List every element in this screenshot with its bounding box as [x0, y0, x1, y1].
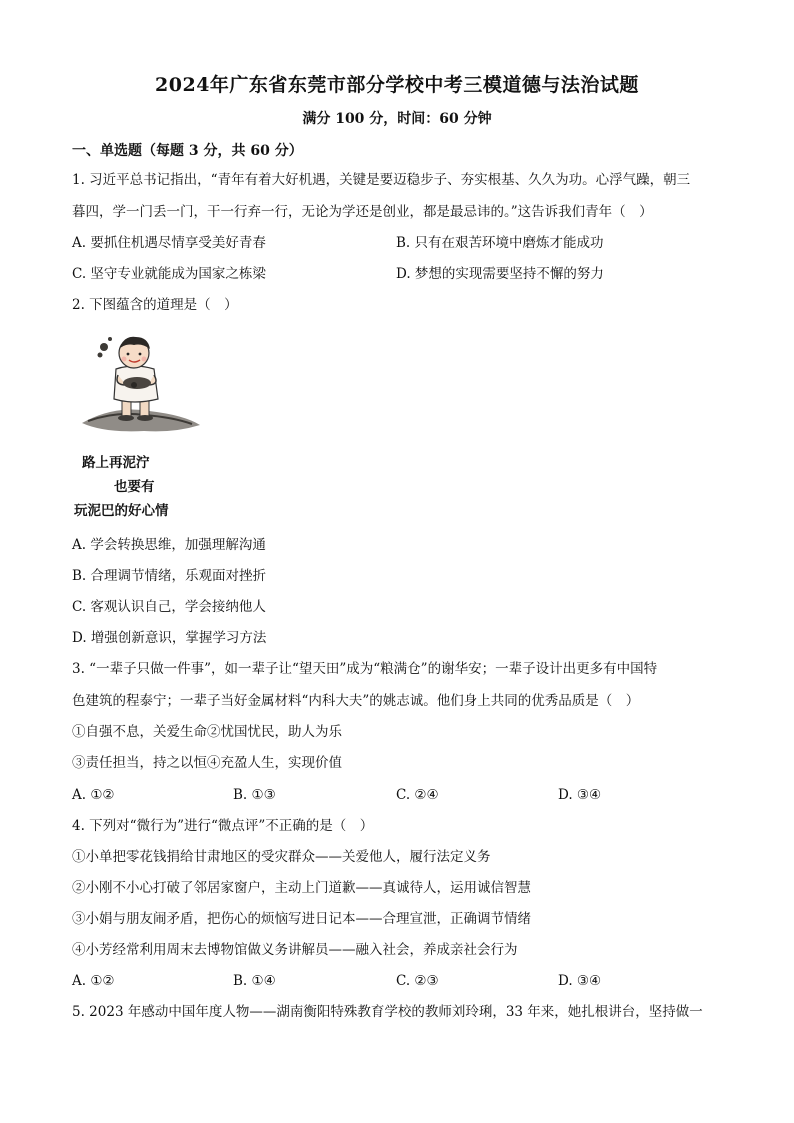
question-3-option-a: A. ①② — [72, 787, 115, 803]
question-4-option-d: D. ③④ — [558, 973, 602, 989]
question-3-option-d: D. ③④ — [558, 787, 602, 803]
question-1-option-d: D. 梦想的实现需要坚持不懈的努力 — [396, 266, 604, 282]
question-4-statement-3: ③小娟与朋友闹矛盾，把伤心的烦恼写进日记本——合理宣泄，正确调节情绪 — [72, 911, 531, 927]
question-4-option-c: C. ②③ — [396, 973, 439, 989]
question-1-option-a: A. 要抓住机遇尽情享受美好青春 — [72, 235, 266, 251]
question-4-statement-1: ①小单把零花钱捐给甘肃地区的受灾群众——关爱他人，履行法定义务 — [72, 849, 491, 865]
question-3-option-b: B. ①③ — [233, 787, 276, 803]
question-1-stem-line-2: 暮四，学一门丢一门，干一行弃一行，无论为学还是创业，都是最忌讳的。”这告诉我们青年（ ） — [72, 204, 653, 220]
question-2-stem: 2. 下图蕴含的道理是（ ） — [72, 297, 238, 313]
question-3-statements-1: ①自强不息，关爱生命②忧国忧民，助人为乐 — [72, 724, 342, 740]
cartoon-caption-line-3: 玩泥巴的好心情 — [74, 503, 169, 519]
question-3-stem-line-2: 色建筑的程泰宁；一辈子当好金属材料“内科大夫”的姚志诚。他们身上共同的优秀品质是（ ） — [72, 693, 640, 709]
cartoon-caption-line-1: 路上再泥泞 — [82, 455, 150, 471]
question-4-statement-2: ②小刚不小心打破了邻居家窗户，主动上门道歉——真诚待人，运用诚信智慧 — [72, 880, 531, 896]
question-1-option-b: B. 只有在艰苦环境中磨炼才能成功 — [396, 235, 604, 251]
question-3-statements-2: ③责任担当，持之以恒④充盈人生，实现价值 — [72, 755, 342, 771]
question-4-option-a: A. ①② — [72, 973, 115, 989]
question-3-option-c: C. ②④ — [396, 787, 439, 803]
cartoon-caption-line-2: 也要有 — [114, 479, 155, 495]
question-4-stem: 4. 下列对“微行为”进行“微点评”不正确的是（ ） — [72, 818, 374, 834]
cartoon-mud-boy-image — [74, 325, 214, 530]
question-5-stem-line-1: 5. 2023 年感动中国年度人物——湖南衡阳特殊教育学校的教师刘玲琍，33 年来，她扎根讲台，坚持做一 — [72, 1004, 703, 1020]
question-1-stem-line-1: 1. 习近平总书记指出，“青年有着大好机遇，关键是要迈稳步子、夯实根基、久久为功。心浮气躁，朝三 — [72, 172, 691, 188]
question-4-option-b: B. ①④ — [233, 973, 276, 989]
section-heading: 一、单选题（每题 3 分，共 60 分） — [72, 143, 303, 159]
question-2-option-d: D. 增强创新意识，掌握学习方法 — [72, 630, 267, 646]
question-2-option-c: C. 客观认识自己，学会接纳他人 — [72, 599, 266, 615]
question-3-stem-line-1: 3. “一辈子只做一件事”，如一辈子让“望天田”成为“粮满仓”的谢华安；一辈子设计出更多有中国特 — [72, 661, 658, 677]
question-2-option-b: B. 合理调节情绪，乐观面对挫折 — [72, 568, 267, 584]
question-1-option-c: C. 坚守专业就能成为国家之栋梁 — [72, 266, 266, 282]
question-2-option-a: A. 学会转换思维，加强理解沟通 — [72, 537, 266, 553]
page-subtitle: 满分 100 分，时间：60 分钟 — [302, 111, 492, 127]
question-4-statement-4: ④小芳经常利用周末去博物馆做义务讲解员——融入社会，养成亲社会行为 — [72, 942, 518, 958]
page-title: 2024年广东省东莞市部分学校中考三模道德与法治试题 — [155, 74, 639, 96]
